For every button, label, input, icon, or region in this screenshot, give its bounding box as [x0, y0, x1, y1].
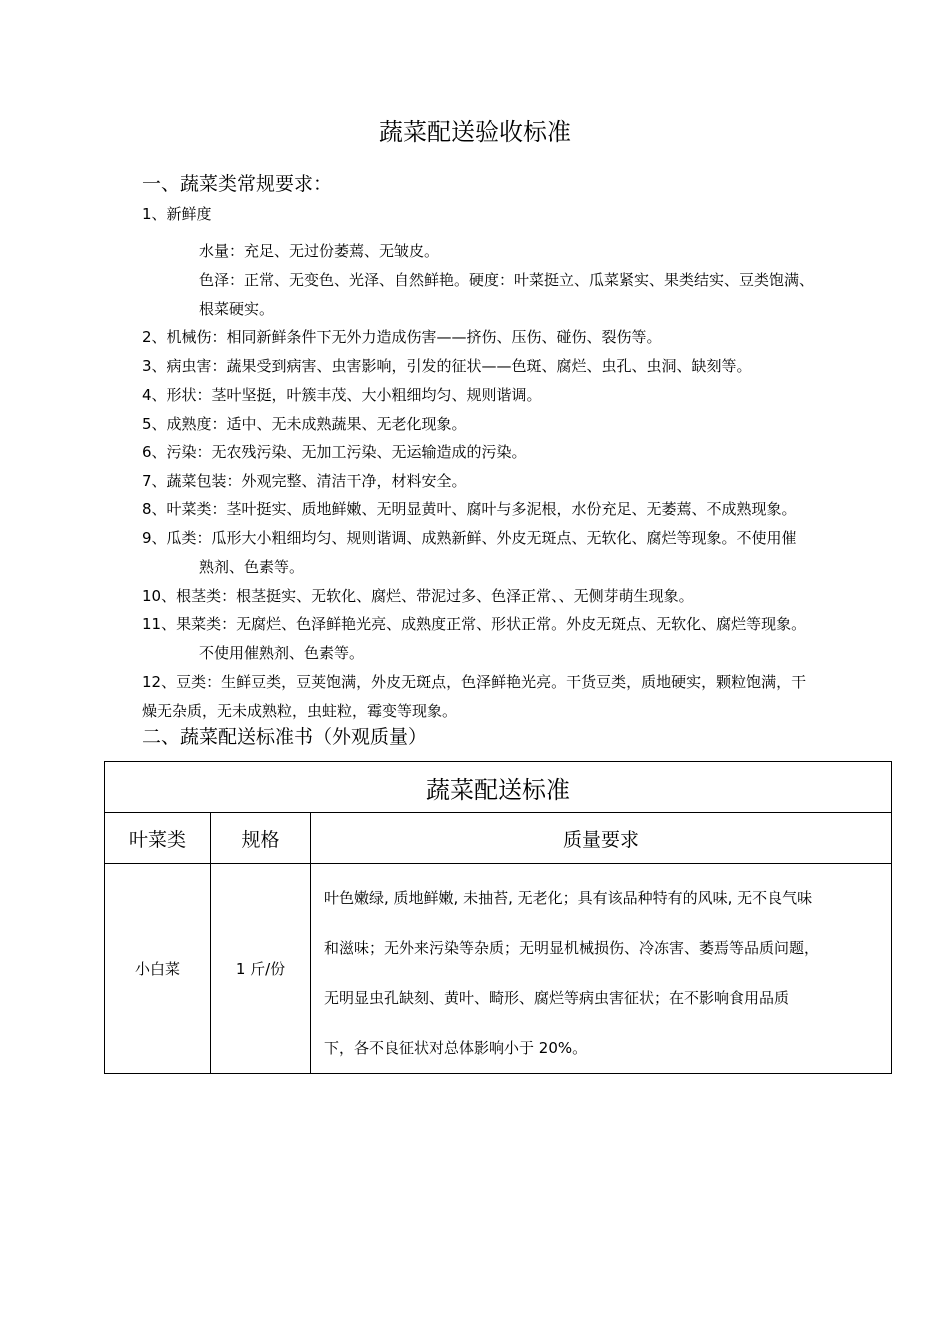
table-row: [105, 864, 892, 1074]
item-fruit-veg-cont: 不使用催熟剂、色素等。: [199, 644, 365, 662]
item-melons: 9、瓜类：瓜形大小粗细均匀、规则谐调、成熟新鲜、外皮无斑点、无软化、腐烂等现象。不使用催: [142, 529, 797, 547]
item-leafy: 8、叶菜类：茎叶挺实、质地鲜嫩、无明显黄叶、腐叶与多泥根，水份充足、无萎蔫、不成熟现象。: [142, 500, 797, 518]
item-packaging: 7、蔬菜包装：外观完整、清洁干净，材料安全。: [142, 472, 467, 490]
item-mechanical-damage: 2、机械伤：相同新鲜条件下无外力造成伤害——挤伤、压伤、碰伤、裂伤等。: [142, 328, 662, 346]
section-2-heading: 二、蔬菜配送标准书（外观质量）: [142, 726, 428, 748]
quality-requirement-cell: [311, 864, 892, 1074]
document-title: 蔬菜配送验收标准: [379, 118, 571, 146]
column-header-quality: 质量要求: [311, 813, 892, 864]
spec-cell: 1 斤/份: [211, 864, 311, 1074]
item-maturity: 5、成熟度：适中、无未成熟蔬果、无老化现象。: [142, 415, 467, 433]
item-freshness-color-cont: 根菜硬实。: [199, 300, 275, 318]
requirement-line: 和滋味；无外来污染等杂质；无明显机械损伤、冷冻害、萎焉等品质问题，: [324, 939, 820, 957]
item-beans: 12、豆类：生鲜豆类，豆荚饱满，外皮无斑点，色泽鲜艳光亮。干货豆类，质地硬实，颗粒饱满，干: [142, 673, 807, 691]
item-melons-cont: 熟剂、色素等。: [199, 558, 305, 576]
table-title: 蔬菜配送标准: [105, 762, 892, 813]
column-header-category: 叶菜类: [105, 813, 211, 864]
vegetable-name-cell: 小白菜: [105, 864, 211, 1074]
item-roots: 10、根茎类：根茎挺实、无软化、腐烂、带泥过多、色泽正常、、无侧芽萌生现象。: [142, 587, 694, 605]
item-freshness: 1、新鲜度: [142, 205, 212, 223]
column-header-spec: 规格: [211, 813, 311, 864]
item-shape: 4、形状：茎叶坚挺，叶簇丰茂、大小粗细均匀、规则谐调。: [142, 386, 542, 404]
section-1-heading: 一、蔬菜类常规要求：: [142, 173, 333, 195]
item-freshness-moisture: 水量：充足、无过份萎蔫、无皱皮。: [199, 242, 440, 260]
item-pollution: 6、污染：无农残污染、无加工污染、无运输造成的污染。: [142, 443, 527, 461]
item-pests: 3、病虫害：蔬果受到病害、虫害影响，引发的征状——色斑、腐烂、虫孔、虫洞、缺刻等。: [142, 357, 752, 375]
item-freshness-color: 色泽：正常、无变色、光泽、自然鲜艳。硬度：叶菜挺立、瓜菜紧实、果类结实、豆类饱满、: [199, 271, 815, 289]
delivery-standard-table: [104, 761, 892, 1074]
item-beans-cont: 燥无杂质，无未成熟粒，虫蛀粒，霉变等现象。: [142, 702, 458, 720]
requirement-line: 无明显虫孔缺刻、黄叶、畸形、腐烂等病虫害征状；在不影响食用品质: [324, 989, 790, 1007]
requirement-line: 叶色嫩绿, 质地鲜嫩, 未抽苔, 无老化；具有该品种特有的风味, 无不良气味: [324, 889, 813, 907]
requirement-line: 下，各不良征状对总体影响小于 20%。: [324, 1039, 588, 1057]
item-fruit-veg: 11、果菜类：无腐烂、色泽鲜艳光亮、成熟度正常、形状正常。外皮无斑点、无软化、腐烂等现象。: [142, 615, 807, 633]
